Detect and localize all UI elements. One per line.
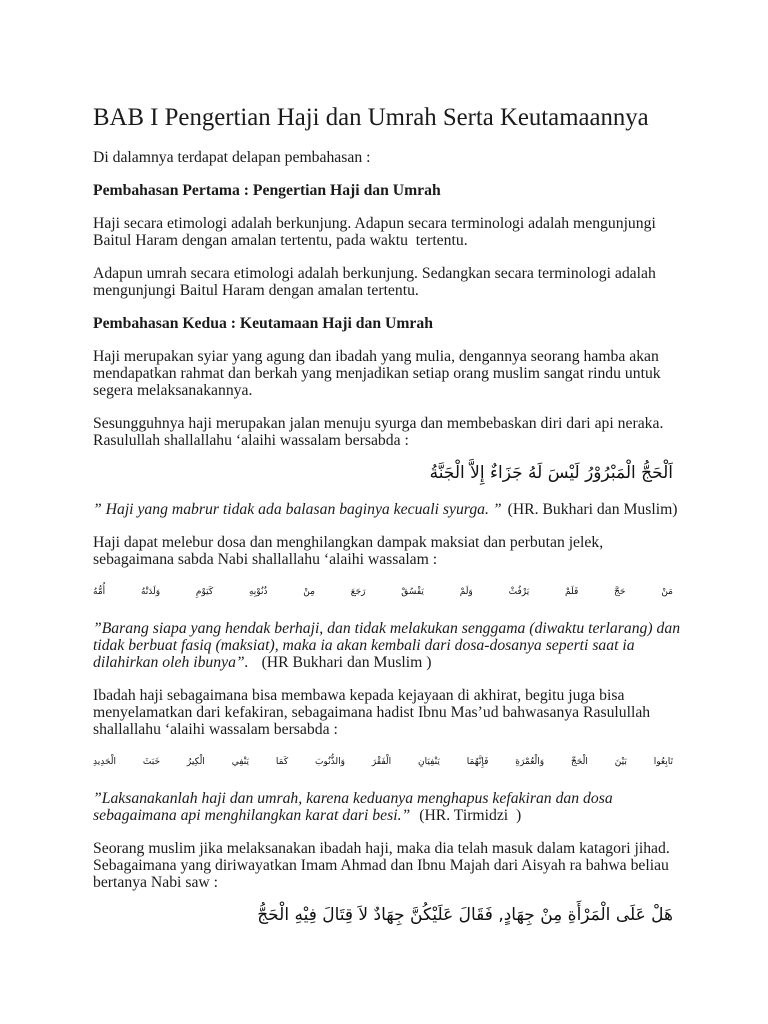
hadith-1-translation: ” Haji yang mabrur tidak ada balasan baginya kecuali syurga. ”: [93, 500, 502, 518]
hadith-3-translation-line: ”Laksanakanlah haji dan umrah, karena keduanya menghapus kefakiran dan dosa: [93, 789, 613, 807]
hadith-2-translation-block: [93, 620, 693, 671]
hadith-3-translation-last-line: [93, 807, 693, 824]
document-body: [93, 104, 693, 943]
paragraph-line: Sesungguhnya haji merupakan jalan menuju syurga dan membebaskan diri dari api neraka.: [93, 414, 664, 432]
section-2-paragraph-5: [93, 840, 693, 891]
paragraph-line: Sebagaimana yang diriwayatkan Imam Ahmad dan Ibnu Majah dari Aisyah ra bahwa beliau: [93, 856, 669, 874]
paragraph-line: sebagaimana sabda Nabi shallallahu ‘alaihi wassalam :: [93, 550, 438, 568]
section-2-paragraph-3: [93, 534, 693, 568]
paragraph-line: shallallahu ‘alaihi wassalam bersabda :: [93, 720, 338, 738]
hadith-1-translation-block: [93, 501, 693, 518]
paragraph-line: Baitul Haram dengan amalan tertentu, pada waktu tertentu.: [93, 231, 468, 249]
paragraph-line: Ibadah haji sebagaimana bisa membawa kepada kejayaan di akhirat, begitu juga bisa: [93, 686, 625, 704]
hadith-3-translation-end: sebagaimana api menghilangkan karat dari besi.”: [93, 806, 411, 824]
paragraph-line: Haji dapat melebur dosa dan menghilangkan dampak maksiat dan perbutan jelek,: [93, 533, 604, 551]
document-title: BAB I Pengertian Haji dan Umrah Serta Keutamaannya: [93, 104, 649, 131]
intro-paragraph: [93, 149, 693, 166]
paragraph-line: Adapun umrah secara etimologi adalah berkunjung. Sedangkan secara terminologi adalah: [93, 264, 656, 282]
hadith-2-arabic-text: مَنْ حَجَّ فَلَمْ يَرْفُثْ وَلَمْ يَفْسُقْ رَجَعَ مِنْ ذُنُوْبِهِ كَيَوْمِ وَلَدَتْهُ أُمُّهُ: [93, 586, 673, 597]
hadith-2-arabic: [93, 582, 673, 602]
hadith-2-translation-end: dilahirkan oleh ibunya”.: [93, 653, 249, 671]
section-1-heading: Pembahasan Pertama : Pengertian Haji dan Umrah: [93, 181, 441, 199]
hadith-3-arabic-text: تَابِعُوا بَيْنَ الْحَجِّ وَالْعُمْرَةِ فَإِنَّهُمَا يَنْفِيَانِ الْفَقْرَ وَالذُّنُوبَ كَمَا يَنْفِي الْكِيرُ خَبَثَ الْحَدِيدِ: [93, 756, 673, 767]
intro-text: Di dalamnya terdapat delapan pembahasan :: [93, 148, 371, 166]
section-2-heading: Pembahasan Kedua : Keutamaan Haji dan Umrah: [93, 314, 433, 332]
hadith-3-translation-block: [93, 790, 693, 824]
hadith-1-source: (HR. Bukhari dan Muslim): [507, 500, 678, 518]
paragraph-line: Rasulullah shallallahu ‘alaihi wassalam bersabda :: [93, 431, 409, 449]
paragraph-line: mengunjungi Baitul Haram dengan amalan tertentu.: [93, 281, 419, 299]
paragraph-line: Seorang muslim jika melaksanakan ibadah haji, maka dia telah masuk dalam katagori jihad.: [93, 839, 670, 857]
section-2-paragraph-4: [93, 687, 693, 738]
paragraph-line: menyelamatkan dari kefakiran, sebagaimana hadist Ibnu Mas’ud bahwasanya Rasulullah: [93, 703, 651, 721]
section-2-paragraph-2: [93, 415, 693, 449]
hadith-4-arabic: [93, 905, 673, 925]
paragraph-line: Haji merupakan syiar yang agung dan ibadah yang mulia, dengannya seorang hamba akan: [93, 347, 659, 365]
hadith-2-source: (HR Bukhari dan Muslim ): [261, 653, 432, 671]
section-1-heading-block: [93, 182, 693, 199]
hadith-4-arabic-text: هَلْ عَلَى الْمَرْأَةِ مِنْ جِهَادٍ, فَقَالَ عَلَيْكُنَّ جِهَادٌ لاَ قِتَالَ فِيْهِ الْحَجُّ: [257, 904, 673, 925]
section-1-paragraph-2: [93, 265, 693, 299]
section-2-paragraph-1: [93, 348, 693, 399]
hadith-1-arabic-text: اَلْحَجُّ الْمَبْرُوْرُ لَيْسَ لَهُ جَزَاءٌ إِلاَّ الْجَنَّةُ: [429, 462, 673, 483]
hadith-2-translation-line: tidak berbuat fasiq (maksiat), maka ia akan kembali dari dosa-dosanya seperti saat ia: [93, 636, 635, 654]
hadith-3-arabic: [93, 752, 673, 772]
paragraph-line: bertanya Nabi saw :: [93, 873, 219, 891]
section-1-paragraph-1: [93, 215, 693, 249]
hadith-3-source: (HR. Tirmidzi ): [419, 806, 522, 824]
section-2-heading-block: [93, 315, 693, 332]
hadith-2-translation-line: ”Barang siapa yang hendak berhaji, dan tidak melakukan senggama (diwaktu terlarang) dan: [93, 619, 681, 637]
hadith-2-translation-last-line: [93, 654, 693, 671]
hadith-1-translation-line: [93, 501, 693, 518]
paragraph-line: mendapatkan rahmat dan berkah yang menjadikan setiap orang muslim sangat rindu untuk: [93, 364, 661, 382]
paragraph-line: Haji secara etimologi adalah berkunjung. Adapun secara terminologi adalah mengunjungi: [93, 214, 656, 232]
hadith-1-arabic: [93, 463, 673, 483]
paragraph-line: segera melaksanakannya.: [93, 381, 253, 399]
